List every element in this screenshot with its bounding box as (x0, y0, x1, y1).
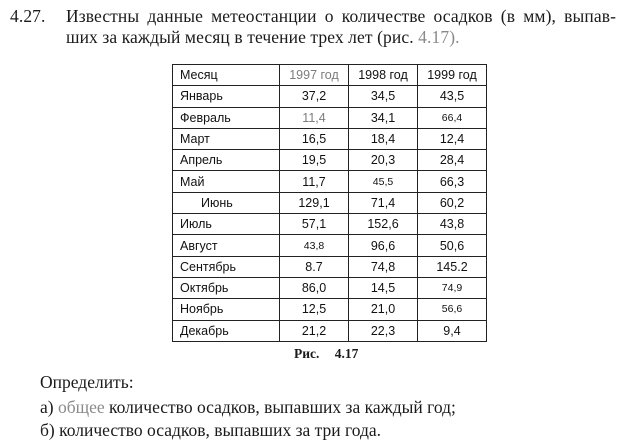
problem-number: 4.27. (10, 6, 46, 26)
value-1999: 50,6 (418, 235, 487, 256)
value-1999: 28,4 (418, 150, 487, 171)
value-1997: 11,4 (280, 107, 349, 128)
problem-text-line-2: ших за каждый месяц в течение трех лет (рис. (66, 27, 419, 47)
value-1998: 21,0 (349, 299, 418, 320)
task-a (40, 397, 456, 418)
value-1998: 20,3 (349, 150, 418, 171)
header-month: Месяц (173, 65, 280, 86)
month-cell: Февраль (173, 107, 280, 128)
value-1997: 57,1 (280, 214, 349, 235)
problem-line-1 (10, 6, 616, 27)
value-1998: 71,4 (349, 192, 418, 213)
value-1997: 21,2 (280, 320, 349, 341)
value-1998: 96,6 (349, 235, 418, 256)
value-1998: 74,8 (349, 256, 418, 277)
value-1997: 37,2 (280, 86, 349, 107)
month-cell: Август (173, 235, 280, 256)
month-cell: Ноябрь (173, 299, 280, 320)
month-cell: Март (173, 128, 280, 149)
task-a-faded-word: общее (57, 397, 105, 417)
month-cell: Апрель (173, 150, 280, 171)
value-1997: 43,8 (280, 235, 349, 256)
figure-reference: 4.17). (418, 27, 460, 47)
table-row (173, 192, 487, 213)
value-1997: 11,7 (280, 171, 349, 192)
task-a-prefix: а) (40, 397, 58, 417)
table-row (173, 235, 487, 256)
value-1997: 16,5 (280, 128, 349, 149)
value-1998: 34,5 (349, 86, 418, 107)
table-row (173, 86, 487, 107)
value-1999: 43,8 (418, 214, 487, 235)
value-1997: 19,5 (280, 150, 349, 171)
month-cell: Июнь (173, 192, 280, 213)
table-row (173, 277, 487, 298)
table-row (173, 299, 487, 320)
figure-caption: Рис. 4.17 (294, 346, 359, 361)
value-1998: 14,5 (349, 277, 418, 298)
value-1999: 66,4 (418, 107, 487, 128)
problem-statement (10, 6, 616, 48)
month-cell: Январь (173, 86, 280, 107)
value-1997: 12,5 (280, 299, 349, 320)
table-row (173, 214, 487, 235)
value-1999: 43,5 (418, 86, 487, 107)
header-1998: 1998 год (349, 65, 418, 86)
header-1999: 1999 год (418, 65, 487, 86)
define-label: Определить: (40, 372, 134, 392)
task-b: б) количество осадков, выпавших за три года. (40, 420, 382, 440)
precipitation-table (172, 64, 487, 342)
month-cell: Сентябрь (173, 256, 280, 277)
problem-line-2 (10, 27, 616, 48)
header-1997: 1997 год (280, 65, 349, 86)
value-1998: 152,6 (349, 214, 418, 235)
problem-text-line-1: Известны данные метеостанции о количестве осадков (в мм), выпав- (66, 6, 616, 26)
month-cell: Октябрь (173, 277, 280, 298)
table-row (173, 256, 487, 277)
value-1997: 8.7 (280, 256, 349, 277)
value-1999: 60,2 (418, 192, 487, 213)
value-1999: 66,3 (418, 171, 487, 192)
value-1997: 129,1 (280, 192, 349, 213)
table-row (173, 320, 487, 341)
month-cell: Декабрь (173, 320, 280, 341)
task-a-text: количество осадков, выпавших за каждый год; (104, 397, 456, 417)
value-1998: 18,4 (349, 128, 418, 149)
value-1999: 9,4 (418, 320, 487, 341)
value-1999: 12,4 (418, 128, 487, 149)
value-1998: 45,5 (349, 171, 418, 192)
table-row (173, 171, 487, 192)
table-row (173, 128, 487, 149)
month-cell: Июль (173, 214, 280, 235)
value-1999: 74,9 (418, 277, 487, 298)
table-row (173, 107, 487, 128)
table-header-row (173, 65, 487, 86)
value-1998: 34,1 (349, 107, 418, 128)
table-row (173, 150, 487, 171)
value-1999: 145.2 (418, 256, 487, 277)
value-1999: 56,6 (418, 299, 487, 320)
value-1997: 86,0 (280, 277, 349, 298)
value-1998: 22,3 (349, 320, 418, 341)
month-cell: Май (173, 171, 280, 192)
